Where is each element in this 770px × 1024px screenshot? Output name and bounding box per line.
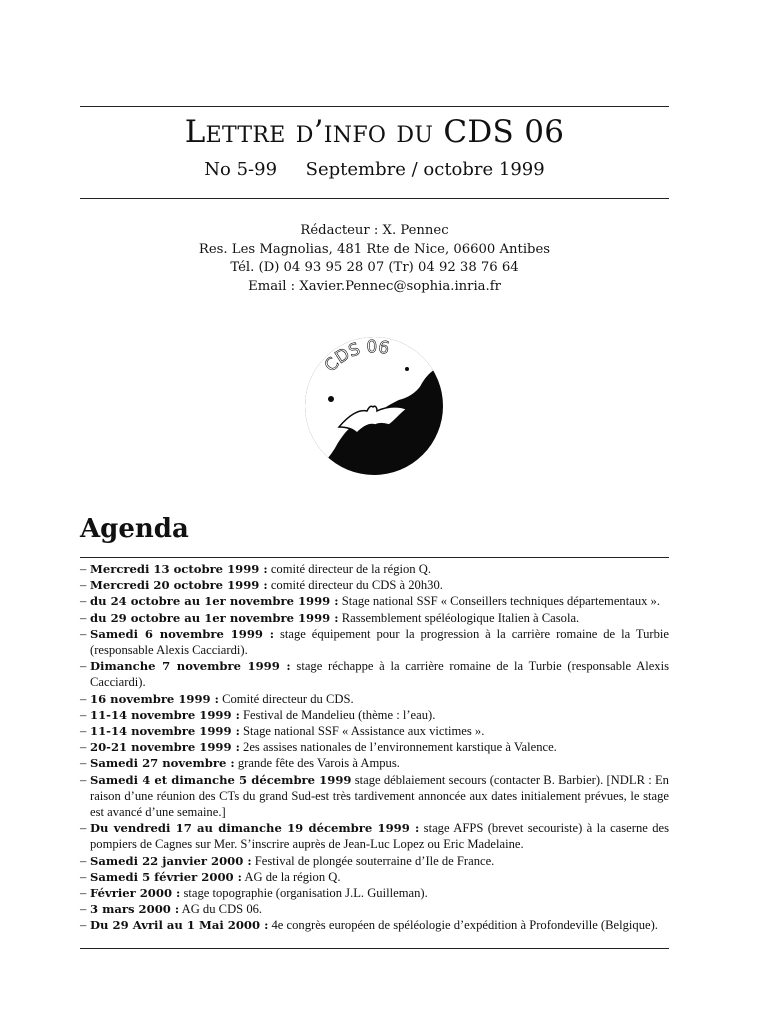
bottom-rule: [80, 948, 669, 949]
agenda-rule: [80, 557, 669, 558]
agenda-list: [80, 561, 669, 934]
newsletter-title: Lettre d’info du CDS 06: [184, 114, 565, 150]
agenda-text: stage déblaiement secours (contacter B. Barbier). [NDLR : En raison d’une réunion des CTs du grand Sud-est très tardivement annoncée aux dates initialement prévues, le stage est avancé d’une semaine.]: [90, 772, 669, 820]
header-rule: [80, 198, 669, 199]
agenda-date: Du vendredi 17 au dimanche 19 décembre 1999 :: [90, 821, 420, 836]
agenda-date: du 24 octobre au 1er novembre 1999 :: [90, 594, 339, 609]
agenda-item: [80, 707, 669, 723]
agenda-date: 11-14 novembre 1999 :: [90, 724, 240, 739]
agenda-item: [80, 610, 669, 626]
agenda-date: Samedi 5 février 2000 :: [90, 869, 242, 884]
agenda-text: stage équipement pour la progression à la carrière romaine de la Turbie (responsable Alexis Cacciardi).: [90, 626, 669, 658]
agenda-text: AG du CDS 06.: [179, 902, 263, 917]
agenda-item: [80, 869, 669, 885]
agenda-item: [80, 691, 669, 707]
top-rule: [80, 106, 669, 107]
agenda-date: Mercredi 13 octobre 1999 :: [90, 562, 268, 576]
phone-line: Tél. (D) 04 93 95 28 07 (Tr) 04 92 38 76 64: [230, 260, 519, 275]
agenda-date: Du 29 Avril au 1 Mai 2000 :: [90, 918, 269, 933]
agenda-text: 2es assises nationales de l’environnement karstique à Valence.: [239, 740, 557, 755]
agenda-item: [80, 885, 669, 901]
email-line: Email : Xavier.Pennec@sophia.inria.fr: [248, 278, 501, 294]
agenda-date: 16 novembre 1999 :: [90, 691, 219, 706]
agenda-date: Février 2000 :: [90, 886, 181, 901]
agenda-date: Mercredi 20 octobre 1999 :: [90, 578, 268, 593]
agenda-text: Comité directeur du CDS.: [218, 691, 354, 706]
agenda-date: Samedi 4 et dimanche 5 décembre 1999: [90, 772, 352, 787]
agenda-text: grande fête des Varois à Ampus.: [234, 756, 400, 771]
logo-text: CDS 06: [320, 337, 391, 377]
cds-logo: [303, 335, 445, 477]
agenda-text: comité directeur de la région Q.: [267, 562, 431, 576]
issue-line: No 5-99 Septembre / octobre 1999: [204, 159, 545, 180]
agenda-item: [80, 917, 669, 933]
agenda-item: [80, 739, 669, 755]
agenda-heading: Agenda: [80, 514, 189, 544]
agenda-text: stage AFPS (brevet secouriste) à la caserne des pompiers de Cagnes sur Mer. S’inscrire auprès de Jean-Luc Lopez ou Eric Madelaine.: [90, 821, 669, 852]
address-line: Res. Les Magnolias, 481 Rte de Nice, 06600 Antibes: [198, 241, 551, 257]
agenda-text: Stage national SSF « Assistance aux victimes ».: [239, 724, 485, 739]
agenda-text: stage réchappe à la carrière romaine de la Turbie (responsable Alexis Cacciardi).: [90, 659, 669, 690]
agenda-date: 20-21 novembre 1999 :: [90, 740, 240, 755]
agenda-date: Samedi 22 janvier 2000 :: [90, 853, 252, 868]
editor-line: Rédacteur : X. Pennec: [300, 223, 449, 238]
agenda-item: [80, 723, 669, 739]
agenda-date: Dimanche 7 novembre 1999 :: [90, 659, 291, 674]
agenda-date: Samedi 27 novembre :: [90, 756, 235, 771]
agenda-text: comité directeur du CDS à 20h30.: [267, 578, 443, 593]
agenda-item: [80, 901, 669, 917]
agenda-date: 11-14 novembre 1999 :: [90, 707, 240, 722]
agenda-item: [80, 561, 669, 577]
agenda-date: du 29 octobre au 1er novembre 1999 :: [90, 610, 339, 625]
agenda-text: Rassemblement spéléologique Italien à Casola.: [338, 610, 580, 625]
agenda-text: Festival de Mandelieu (thème : l’eau).: [239, 707, 436, 722]
agenda-text: stage topographie (organisation J.L. Guilleman).: [180, 886, 428, 901]
agenda-item: [80, 772, 669, 821]
agenda-item: [80, 577, 669, 593]
agenda-date: 3 mars 2000 :: [90, 902, 180, 917]
contact-block: [80, 222, 669, 296]
agenda-text: AG de la région Q.: [241, 869, 341, 884]
agenda-text: 4e congrès européen de spéléologie d’expédition à Profondeville (Belgique).: [268, 918, 658, 933]
agenda-item: [80, 755, 669, 771]
agenda-text: Festival de plongée souterraine d’Ile de France.: [251, 853, 495, 868]
agenda-item: [80, 820, 669, 852]
agenda-date: Samedi 6 novembre 1999 :: [90, 626, 275, 641]
agenda-item: [80, 626, 669, 658]
agenda-item: [80, 593, 669, 609]
agenda-text: Stage national SSF « Conseillers techniques départementaux ».: [338, 594, 661, 609]
agenda-item: [80, 658, 669, 690]
agenda-item: [80, 853, 669, 869]
